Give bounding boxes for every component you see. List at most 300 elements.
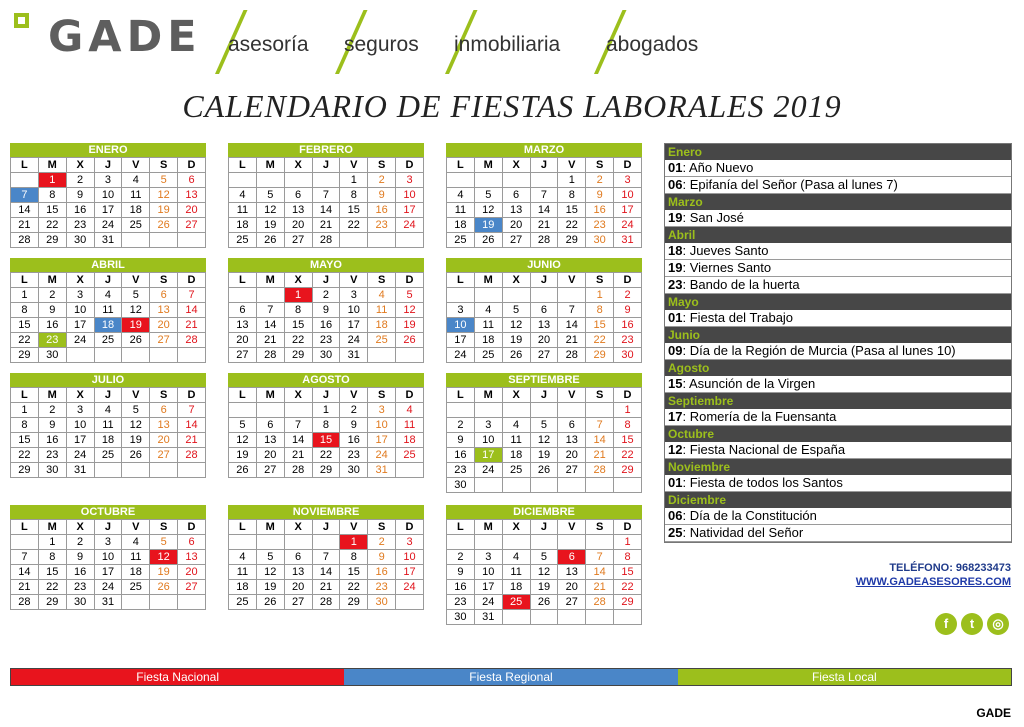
calendar-day: 8 bbox=[614, 418, 642, 433]
calendar-day: 15 bbox=[11, 318, 39, 333]
weekday-header: M bbox=[38, 520, 66, 535]
calendar-empty-cell bbox=[586, 535, 614, 550]
calendar-day: 24 bbox=[447, 348, 475, 363]
twitter-icon[interactable]: t bbox=[961, 613, 983, 635]
calendar-day: 2 bbox=[38, 403, 66, 418]
calendar-day: 18 bbox=[122, 565, 150, 580]
calendar-day: 2 bbox=[614, 288, 642, 303]
calendar-day: 2 bbox=[38, 288, 66, 303]
calendar-day: 24 bbox=[474, 595, 502, 610]
calendar-day: 23 bbox=[66, 218, 94, 233]
calendar-day: 24 bbox=[66, 448, 94, 463]
calendar-day: 23 bbox=[38, 333, 66, 348]
calendar-day: 6 bbox=[150, 403, 178, 418]
calendar-day: 4 bbox=[94, 288, 122, 303]
calendar-day: 11 bbox=[502, 565, 530, 580]
holiday-name: Año Nuevo bbox=[688, 160, 754, 175]
calendar-empty-cell bbox=[502, 535, 530, 550]
calendar-day: 1 bbox=[340, 535, 368, 550]
month-title: NOVIEMBRE bbox=[228, 505, 424, 519]
calendar-day: 20 bbox=[229, 333, 257, 348]
calendar-day: 9 bbox=[368, 550, 396, 565]
calendar-day: 14 bbox=[178, 418, 206, 433]
weekday-header: L bbox=[11, 158, 39, 173]
calendar-day: 7 bbox=[284, 418, 312, 433]
calendar-empty-cell bbox=[256, 288, 284, 303]
calendar-day: 14 bbox=[312, 203, 340, 218]
calendar-day: 29 bbox=[11, 463, 39, 478]
calendar-day: 20 bbox=[284, 218, 312, 233]
calendar-day: 30 bbox=[38, 463, 66, 478]
month-septiembre bbox=[446, 373, 642, 493]
holiday-day: 01 bbox=[668, 310, 683, 325]
holiday-day: 09 bbox=[668, 343, 683, 358]
calendar-day: 22 bbox=[11, 448, 39, 463]
calendar-empty-cell bbox=[447, 173, 475, 188]
month-title: SEPTIEMBRE bbox=[446, 373, 642, 387]
weekday-header: S bbox=[368, 388, 396, 403]
calendar-day: 21 bbox=[178, 433, 206, 448]
calendar-day: 12 bbox=[256, 565, 284, 580]
calendar-day: 25 bbox=[368, 333, 396, 348]
calendar-day: 30 bbox=[312, 348, 340, 363]
calendar-day: 31 bbox=[368, 463, 396, 478]
calendar-day: 25 bbox=[447, 233, 475, 248]
calendar-day: 8 bbox=[340, 550, 368, 565]
calendar-day: 23 bbox=[368, 580, 396, 595]
calendar-day: 6 bbox=[502, 188, 530, 203]
calendar-day: 27 bbox=[558, 595, 586, 610]
month-noviembre bbox=[228, 505, 424, 610]
calendar-day: 2 bbox=[586, 173, 614, 188]
calendar-day: 19 bbox=[530, 580, 558, 595]
holiday-name: Fiesta Nacional de España bbox=[689, 442, 846, 457]
calendar-empty-cell bbox=[396, 233, 424, 248]
calendar-empty-cell bbox=[614, 478, 642, 493]
weekday-header: S bbox=[586, 520, 614, 535]
calendar-empty-cell bbox=[502, 610, 530, 625]
weekday-header: J bbox=[312, 158, 340, 173]
calendar-day: 6 bbox=[558, 550, 586, 565]
holiday-name: Natividad del Señor bbox=[689, 525, 804, 540]
holiday-month-header: Agosto bbox=[665, 360, 1011, 376]
holiday-day: 18 bbox=[668, 243, 683, 258]
calendar-day: 14 bbox=[256, 318, 284, 333]
calendar-day: 29 bbox=[284, 348, 312, 363]
calendar-empty-cell bbox=[558, 478, 586, 493]
month-title: OCTUBRE bbox=[10, 505, 206, 519]
calendar-day: 26 bbox=[122, 333, 150, 348]
holiday-day: 06 bbox=[668, 177, 683, 192]
calendar-day: 12 bbox=[256, 203, 284, 218]
calendar-day: 3 bbox=[66, 288, 94, 303]
holiday-item: 17: Romería de la Fuensanta bbox=[665, 409, 1011, 426]
calendar-day: 25 bbox=[229, 595, 257, 610]
calendar-day: 5 bbox=[150, 173, 178, 188]
calendar-day: 13 bbox=[284, 203, 312, 218]
calendar-day: 22 bbox=[614, 448, 642, 463]
month-abril bbox=[10, 258, 206, 363]
calendar-day: 21 bbox=[312, 218, 340, 233]
calendar-empty-cell bbox=[530, 478, 558, 493]
calendar-day: 19 bbox=[150, 203, 178, 218]
calendar-day: 12 bbox=[150, 188, 178, 203]
calendar-day: 16 bbox=[614, 318, 642, 333]
calendar-day: 25 bbox=[229, 233, 257, 248]
calendar-day: 8 bbox=[614, 550, 642, 565]
calendar-day: 29 bbox=[38, 233, 66, 248]
calendar-day: 11 bbox=[122, 188, 150, 203]
holiday-name: San José bbox=[689, 210, 744, 225]
calendar-day: 24 bbox=[94, 580, 122, 595]
calendar-day: 17 bbox=[94, 203, 122, 218]
holiday-item: 19: Viernes Santo bbox=[665, 260, 1011, 277]
calendar-day: 10 bbox=[396, 550, 424, 565]
calendar-day: 16 bbox=[66, 203, 94, 218]
calendar-day: 31 bbox=[340, 348, 368, 363]
weekday-header: D bbox=[614, 388, 642, 403]
calendar-day: 18 bbox=[447, 218, 475, 233]
calendar-day: 14 bbox=[11, 565, 39, 580]
weekday-header: M bbox=[256, 520, 284, 535]
calendar-day: 28 bbox=[178, 448, 206, 463]
calendar-day: 23 bbox=[312, 333, 340, 348]
calendar-day: 19 bbox=[502, 333, 530, 348]
calendar-day: 6 bbox=[178, 535, 206, 550]
calendar-day: 16 bbox=[586, 203, 614, 218]
weekday-header: X bbox=[66, 388, 94, 403]
month-marzo bbox=[446, 143, 642, 248]
calendar-day: 11 bbox=[368, 303, 396, 318]
weekday-header: V bbox=[122, 158, 150, 173]
calendar-day: 6 bbox=[256, 418, 284, 433]
calendar-day: 18 bbox=[229, 580, 257, 595]
calendar-empty-cell bbox=[122, 595, 150, 610]
weekday-header: J bbox=[312, 520, 340, 535]
legend-bar bbox=[10, 668, 1012, 686]
calendar-empty-cell bbox=[447, 535, 475, 550]
calendar-day: 4 bbox=[94, 403, 122, 418]
calendar-empty-cell bbox=[229, 403, 257, 418]
calendar-day: 1 bbox=[586, 288, 614, 303]
calendar-empty-cell bbox=[229, 288, 257, 303]
weekday-header: J bbox=[530, 273, 558, 288]
holiday-item: 12: Fiesta Nacional de España bbox=[665, 442, 1011, 459]
month-title: MARZO bbox=[446, 143, 642, 157]
month-octubre bbox=[10, 505, 206, 610]
calendar-day: 21 bbox=[586, 448, 614, 463]
calendar-day: 23 bbox=[340, 448, 368, 463]
weekday-header: X bbox=[284, 158, 312, 173]
calendar-day: 25 bbox=[94, 333, 122, 348]
calendar-day: 11 bbox=[502, 433, 530, 448]
calendar-day: 2 bbox=[368, 535, 396, 550]
calendar-day: 29 bbox=[340, 595, 368, 610]
calendar-day: 15 bbox=[614, 433, 642, 448]
calendar-day: 18 bbox=[502, 580, 530, 595]
calendar-day: 19 bbox=[122, 318, 150, 333]
calendar-day: 12 bbox=[502, 318, 530, 333]
weekday-header: M bbox=[256, 273, 284, 288]
calendar-day: 3 bbox=[447, 303, 475, 318]
calendar-day: 9 bbox=[66, 188, 94, 203]
weekday-header: L bbox=[447, 273, 475, 288]
calendar-empty-cell bbox=[178, 233, 206, 248]
holiday-name: Asunción de la Virgen bbox=[688, 376, 816, 391]
calendar-day: 29 bbox=[11, 348, 39, 363]
weekday-header: M bbox=[38, 158, 66, 173]
calendar-day: 25 bbox=[474, 348, 502, 363]
calendar-day: 23 bbox=[447, 595, 475, 610]
calendar-day: 24 bbox=[474, 463, 502, 478]
calendar-day: 14 bbox=[586, 565, 614, 580]
calendar-day: 24 bbox=[368, 448, 396, 463]
calendar-day: 27 bbox=[284, 233, 312, 248]
calendar-empty-cell bbox=[340, 233, 368, 248]
calendar-day: 7 bbox=[11, 550, 39, 565]
calendar-day: 13 bbox=[502, 203, 530, 218]
calendar-day: 28 bbox=[312, 595, 340, 610]
holiday-day: 23 bbox=[668, 277, 683, 292]
calendar-day: 5 bbox=[530, 550, 558, 565]
calendar-empty-cell bbox=[312, 173, 340, 188]
calendar-empty-cell bbox=[256, 535, 284, 550]
calendar-empty-cell bbox=[178, 463, 206, 478]
calendar-day: 24 bbox=[614, 218, 642, 233]
instagram-icon[interactable]: ◎ bbox=[987, 613, 1009, 635]
holiday-item: 06: Día de la Constitución bbox=[665, 508, 1011, 525]
weekday-header: D bbox=[178, 388, 206, 403]
weekday-header: J bbox=[94, 158, 122, 173]
calendar-day: 16 bbox=[368, 565, 396, 580]
calendar-day: 10 bbox=[447, 318, 475, 333]
holiday-name: Día de la Región de Murcia (Pasa al lunes 10) bbox=[689, 343, 956, 358]
calendar-day: 26 bbox=[530, 595, 558, 610]
calendar-day: 10 bbox=[474, 433, 502, 448]
weekday-header: D bbox=[178, 520, 206, 535]
calendar-day: 22 bbox=[558, 218, 586, 233]
weekday-header: J bbox=[94, 273, 122, 288]
calendar-day: 1 bbox=[340, 173, 368, 188]
calendar-day: 26 bbox=[396, 333, 424, 348]
calendar-day: 11 bbox=[447, 203, 475, 218]
calendar-day: 10 bbox=[94, 188, 122, 203]
calendar-day: 5 bbox=[122, 403, 150, 418]
calendar-day: 7 bbox=[11, 188, 39, 203]
weekday-header: D bbox=[396, 388, 424, 403]
calendar-day: 24 bbox=[340, 333, 368, 348]
holiday-month-header: Marzo bbox=[665, 194, 1011, 210]
calendar-day: 1 bbox=[614, 403, 642, 418]
calendar-day: 10 bbox=[474, 565, 502, 580]
holiday-month-header: Mayo bbox=[665, 294, 1011, 310]
weekday-header: J bbox=[312, 273, 340, 288]
calendar-day: 15 bbox=[38, 203, 66, 218]
month-title: ENERO bbox=[10, 143, 206, 157]
phone-number: TELÉFONO: 968233473 bbox=[889, 562, 1011, 574]
calendar-day: 3 bbox=[94, 535, 122, 550]
calendar-day: 30 bbox=[66, 595, 94, 610]
calendar-day: 30 bbox=[614, 348, 642, 363]
weekday-header: M bbox=[474, 273, 502, 288]
weekday-header: D bbox=[396, 273, 424, 288]
calendar-empty-cell bbox=[122, 348, 150, 363]
calendar-day: 1 bbox=[614, 535, 642, 550]
calendar-day: 7 bbox=[558, 303, 586, 318]
weekday-header: M bbox=[38, 273, 66, 288]
calendar-day: 26 bbox=[474, 233, 502, 248]
holiday-month-header: Diciembre bbox=[665, 492, 1011, 508]
calendar-day: 3 bbox=[66, 403, 94, 418]
calendar-day: 3 bbox=[94, 173, 122, 188]
calendar-day: 24 bbox=[396, 218, 424, 233]
calendar-day: 6 bbox=[178, 173, 206, 188]
weekday-header: V bbox=[558, 158, 586, 173]
calendar-day: 4 bbox=[122, 535, 150, 550]
tagline-asesoria: asesoría bbox=[228, 33, 309, 56]
calendar-empty-cell bbox=[122, 233, 150, 248]
calendar-day: 27 bbox=[178, 218, 206, 233]
calendar-day: 30 bbox=[368, 595, 396, 610]
calendar-day: 23 bbox=[66, 580, 94, 595]
weekday-header: L bbox=[229, 388, 257, 403]
calendar-day: 14 bbox=[530, 203, 558, 218]
calendar-day: 25 bbox=[122, 218, 150, 233]
calendar-day: 16 bbox=[312, 318, 340, 333]
weekday-header: X bbox=[502, 388, 530, 403]
weekday-header: V bbox=[558, 520, 586, 535]
weekday-header: V bbox=[558, 273, 586, 288]
calendar-day: 15 bbox=[284, 318, 312, 333]
calendar-day: 8 bbox=[558, 188, 586, 203]
calendar-day: 16 bbox=[38, 318, 66, 333]
weekday-header: D bbox=[178, 158, 206, 173]
weekday-header: X bbox=[502, 273, 530, 288]
calendar-day: 8 bbox=[284, 303, 312, 318]
weekday-header: X bbox=[284, 273, 312, 288]
weekday-header: D bbox=[614, 273, 642, 288]
calendar-day: 20 bbox=[178, 203, 206, 218]
calendar-day: 4 bbox=[396, 403, 424, 418]
calendar-empty-cell bbox=[530, 403, 558, 418]
calendar-day: 10 bbox=[368, 418, 396, 433]
weekday-header: S bbox=[368, 273, 396, 288]
calendar-day: 18 bbox=[368, 318, 396, 333]
calendar-day: 1 bbox=[558, 173, 586, 188]
calendar-empty-cell bbox=[447, 403, 475, 418]
calendar-day: 16 bbox=[368, 203, 396, 218]
month-julio bbox=[10, 373, 206, 478]
holiday-month-header: Septiembre bbox=[665, 393, 1011, 409]
calendar-day: 5 bbox=[396, 288, 424, 303]
calendar-day: 17 bbox=[66, 318, 94, 333]
tagline-inmobiliaria: inmobiliaria bbox=[454, 33, 561, 56]
calendar-day: 19 bbox=[229, 448, 257, 463]
calendar-empty-cell bbox=[229, 173, 257, 188]
calendar-day: 5 bbox=[502, 303, 530, 318]
calendar-empty-cell bbox=[178, 595, 206, 610]
weekday-header: L bbox=[229, 273, 257, 288]
calendar-day: 31 bbox=[614, 233, 642, 248]
calendar-day: 7 bbox=[530, 188, 558, 203]
calendar-day: 10 bbox=[66, 418, 94, 433]
calendar-day: 10 bbox=[94, 550, 122, 565]
calendar-day: 7 bbox=[256, 303, 284, 318]
calendar-empty-cell bbox=[474, 288, 502, 303]
weekday-header: L bbox=[447, 388, 475, 403]
calendar-day: 17 bbox=[368, 433, 396, 448]
calendar-day: 17 bbox=[94, 565, 122, 580]
calendar-day: 13 bbox=[178, 550, 206, 565]
calendar-day: 3 bbox=[396, 173, 424, 188]
calendar-day: 12 bbox=[122, 303, 150, 318]
calendar-day: 27 bbox=[229, 348, 257, 363]
calendar-day: 5 bbox=[122, 288, 150, 303]
holiday-day: 12 bbox=[668, 442, 683, 457]
calendar-day: 29 bbox=[312, 463, 340, 478]
weekday-header: V bbox=[340, 273, 368, 288]
calendar-day: 13 bbox=[284, 565, 312, 580]
month-enero bbox=[10, 143, 206, 248]
calendar-empty-cell bbox=[530, 610, 558, 625]
calendar-day: 29 bbox=[614, 595, 642, 610]
weekday-header: X bbox=[66, 158, 94, 173]
logo-wordmark: GADE bbox=[48, 12, 202, 62]
calendar-day: 30 bbox=[340, 463, 368, 478]
calendar-day: 12 bbox=[530, 433, 558, 448]
facebook-icon[interactable]: f bbox=[935, 613, 957, 635]
calendar-day: 5 bbox=[530, 418, 558, 433]
calendar-empty-cell bbox=[150, 348, 178, 363]
calendar-empty-cell bbox=[256, 173, 284, 188]
calendar-day: 2 bbox=[66, 535, 94, 550]
holiday-name: Viernes Santo bbox=[689, 260, 772, 275]
calendar-day: 9 bbox=[447, 433, 475, 448]
calendar-empty-cell bbox=[396, 595, 424, 610]
weekday-header: D bbox=[396, 520, 424, 535]
calendar-empty-cell bbox=[530, 288, 558, 303]
calendar-day: 11 bbox=[94, 418, 122, 433]
calendar-day: 15 bbox=[586, 318, 614, 333]
calendar-day: 11 bbox=[229, 565, 257, 580]
calendar-day: 17 bbox=[340, 318, 368, 333]
calendar-empty-cell bbox=[284, 535, 312, 550]
calendar-day: 22 bbox=[38, 218, 66, 233]
calendar-day: 15 bbox=[558, 203, 586, 218]
calendar-day: 5 bbox=[474, 188, 502, 203]
calendar-day: 9 bbox=[586, 188, 614, 203]
calendar-day: 3 bbox=[474, 418, 502, 433]
holiday-name: Bando de la huerta bbox=[689, 277, 800, 292]
calendar-day: 1 bbox=[11, 403, 39, 418]
website-link[interactable]: WWW.GADEASESORES.COM bbox=[855, 576, 1011, 588]
calendar-day: 24 bbox=[94, 218, 122, 233]
calendar-day: 20 bbox=[284, 580, 312, 595]
weekday-header: S bbox=[368, 520, 396, 535]
month-title: ABRIL bbox=[10, 258, 206, 272]
weekday-header: S bbox=[586, 273, 614, 288]
calendar-day: 6 bbox=[150, 288, 178, 303]
calendar-day: 3 bbox=[340, 288, 368, 303]
calendar-day: 12 bbox=[396, 303, 424, 318]
contact-block bbox=[856, 562, 1011, 588]
calendar-day: 22 bbox=[340, 218, 368, 233]
calendar-day: 9 bbox=[368, 188, 396, 203]
calendar-day: 7 bbox=[586, 550, 614, 565]
weekday-header: L bbox=[11, 520, 39, 535]
calendar-day: 25 bbox=[396, 448, 424, 463]
calendar-day: 2 bbox=[340, 403, 368, 418]
